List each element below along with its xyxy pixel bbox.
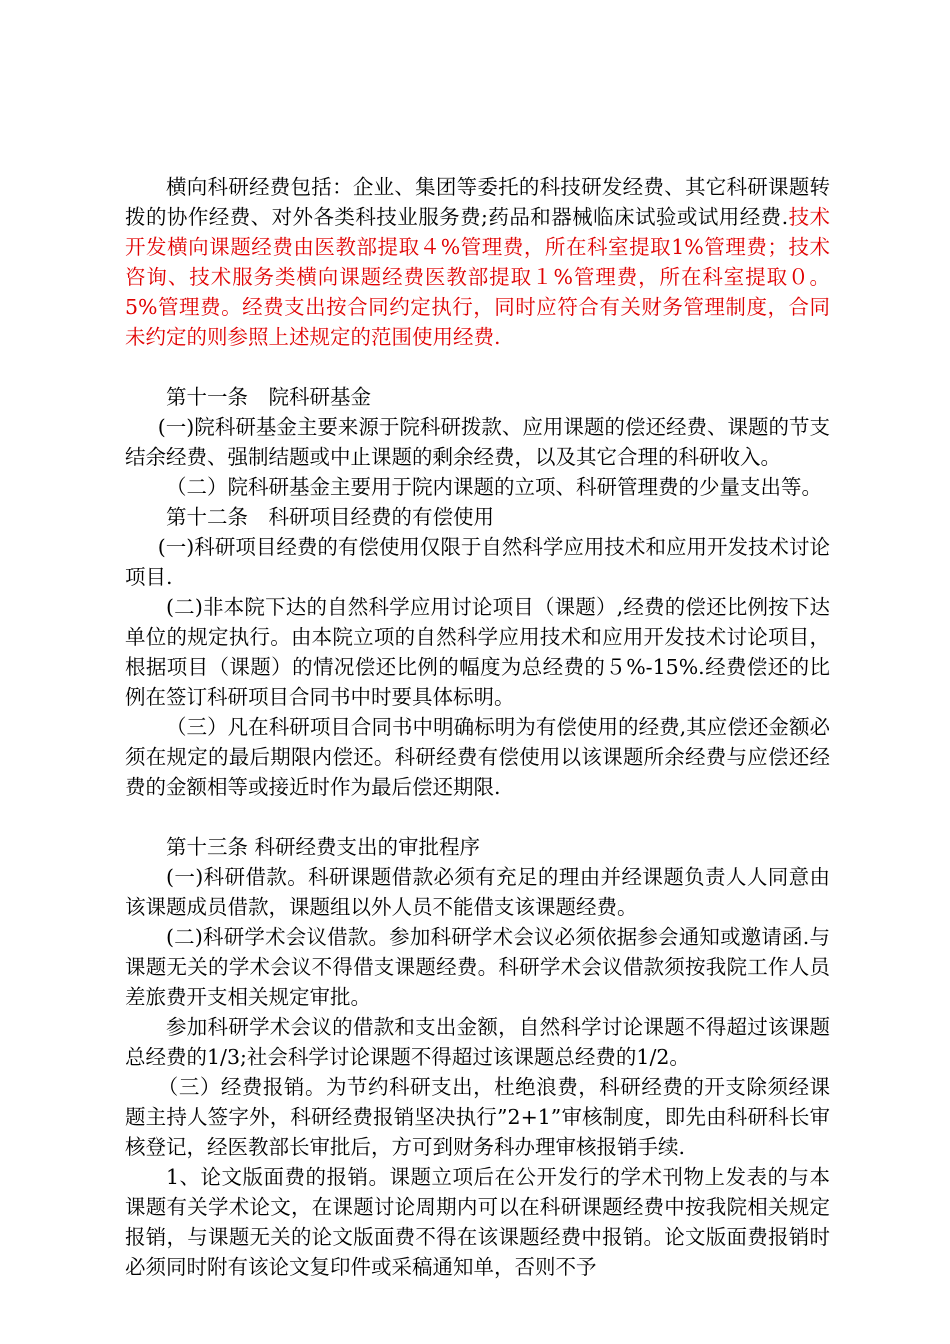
- article-13-title: 第十三条 科研经费支出的审批程序: [166, 835, 481, 859]
- spacer: [125, 802, 830, 832]
- article-13-item-3: （三）经费报销。为节约科研支出，杜绝浪费，科研经费的开支除须经课题主持人签字外，科研经费报销坚决执行”2+1”审核制度，即先由科研科长审核登记，经医教部长审批后，方可到财务科办理审核报销手续.: [125, 1075, 830, 1159]
- article-11-item-1: (一)院科研基金主要来源于院科研拨款、应用课题的偿还经费、课题的节支结余经费、强制结题或中止课题的剩余经费，以及其它合理的科研收入。: [125, 415, 830, 469]
- article-13-item-2: (二)科研学术会议借款。参加科研学术会议必须依据参会通知或邀请函.与课题无关的学术会议不得借支课题经费。科研学术会议借款须按我院工作人员差旅费开支相关规定审批。: [125, 925, 830, 1009]
- document-page: [125, 172, 830, 1282]
- article-12-title: 第十二条 科研项目经费的有偿使用: [166, 505, 494, 529]
- paragraph-horizontal-funding: [125, 172, 830, 352]
- article-12-item-3: （三）凡在科研项目合同书中明确标明为有偿使用的经费,其应偿还金额必须在规定的最后期限内偿还。科研经费有偿使用以该课题所余经费与应偿还经费的金额相等或接近时作为最后偿还期限.: [125, 715, 830, 799]
- article-13-subitem-1: 1、论文版面费的报销。课题立项后在公开发行的学术刊物上发表的与本课题有关学术论文，在课题讨论周期内可以在科研课题经费中按我院相关规定报销，与课题无关的论文版面费不得在该课题经费中报销。论文版面费报销时必须同时附有该论文复印件或采稿通知单，否则不予: [125, 1165, 830, 1279]
- highlighted-text: 技术开发横向课题经费由医教部提取４%管理费，所在科室提取1%管理费；技术咨询、技术服务类横向课题经费医教部提取１%管理费，所在科室提取０。5%管理费。经费支出按合同约定执行，同时应符合有关财务管理制度，合同未约定的则参照上述规定的范围使用经费.: [125, 205, 831, 349]
- article-13-item-1: (一)科研借款。科研课题借款必须有充足的理由并经课题负责人人同意由该课题成员借款，课题组以外人员不能借支该课题经费。: [125, 865, 830, 919]
- article-12-item-2: (二)非本院下达的自然科学应用讨论项目（课题）,经费的偿还比例按下达单位的规定执行。由本院立项的自然科学应用技术和应用开发技术讨论项目，根据项目（课题）的情况偿还比例的幅度为总经费的５%-15%.经费偿还的比例在签订科研项目合同书中时要具体标明。: [125, 595, 830, 709]
- article-11-title: 第十一条 院科研基金: [166, 385, 371, 409]
- paragraph-text: 横向科研经费包括：企业、集团等委托的科技研发经费、其它科研课题转拨的协作经费、对外各类科技业服务费;药品和器械临床试验或试用经费.: [125, 175, 830, 229]
- article-13-item-2b: 参加科研学术会议的借款和支出金额，自然科学讨论课题不得超过该课题总经费的1/3;社会科学讨论课题不得超过该课题总经费的1/2。: [125, 1015, 830, 1069]
- article-12-item-1: (一)科研项目经费的有偿使用仅限于自然科学应用技术和应用开发技术讨论项目.: [125, 535, 830, 589]
- spacer: [125, 352, 830, 382]
- article-11-item-2: （二）院科研基金主要用于院内课题的立项、科研管理费的少量支出等。: [166, 475, 822, 499]
